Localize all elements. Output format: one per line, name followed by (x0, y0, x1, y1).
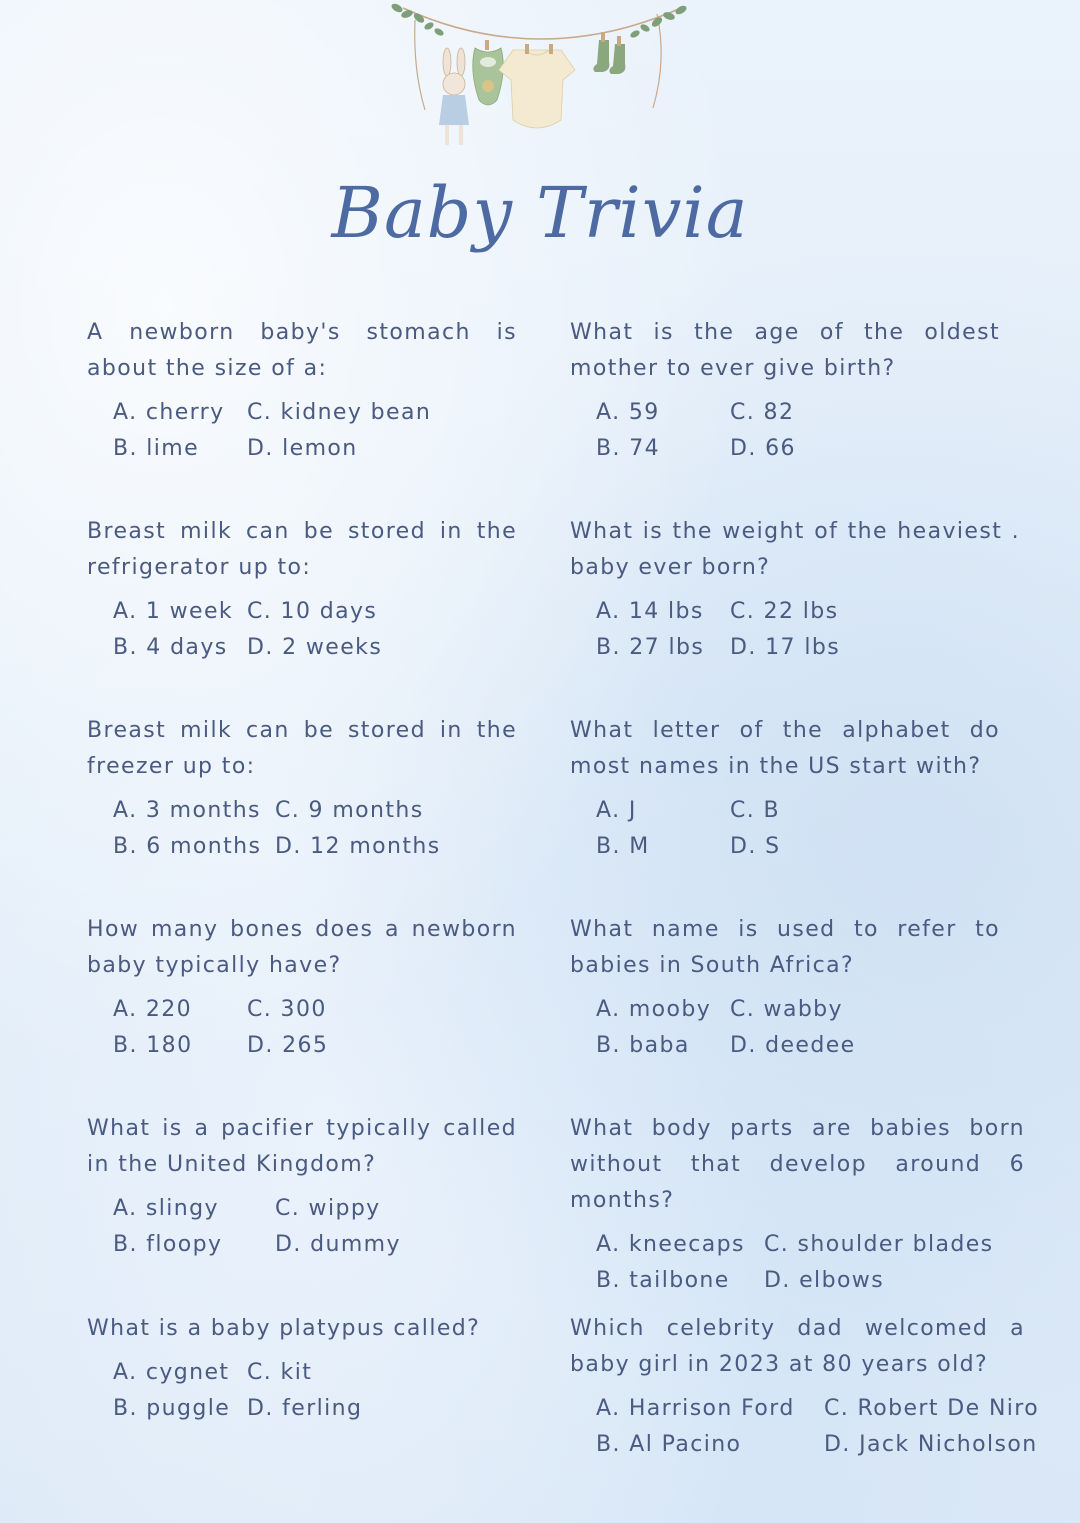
question-3 (87, 514, 517, 666)
choice-b: B. M (596, 834, 650, 859)
choice-d: D. 265 (247, 1033, 329, 1058)
choice-a: A. slingy (113, 1196, 219, 1221)
choice-b: B. 27 lbs (596, 635, 705, 660)
question-text: How many bones does a newborn baby typically have? (87, 917, 517, 978)
choice-c: C. kidney bean (247, 400, 432, 425)
question-11 (87, 1311, 517, 1427)
question-text: What is a baby platypus called? (87, 1316, 481, 1341)
choice-d: D. dummy (275, 1232, 401, 1257)
question-9 (87, 1111, 517, 1263)
choice-d: D. lemon (247, 436, 358, 461)
choice-a: A. cygnet (113, 1360, 230, 1385)
choice-a: A. mooby (596, 997, 712, 1022)
choice-d: D. elbows (764, 1268, 885, 1293)
question-text: What name is used to refer to babies in South Africa? (570, 917, 1000, 978)
question-text: What letter of the alphabet do most names in the US start with? (570, 718, 1000, 779)
choice-c: C. wabby (730, 997, 843, 1022)
choice-b: B. baba (596, 1033, 690, 1058)
question-2 (570, 315, 1000, 467)
choice-a: A. 1 week (113, 599, 234, 624)
choice-c: C. Robert De Niro (824, 1396, 1040, 1421)
choice-a: A. J (596, 798, 637, 823)
question-10 (570, 1111, 1025, 1299)
choice-a: A. 14 lbs (596, 599, 704, 624)
question-7 (87, 912, 517, 1064)
choice-c: C. 9 months (275, 798, 424, 823)
choice-c: C. 22 lbs (730, 599, 839, 624)
choice-a: A. 3 months (113, 798, 261, 823)
choice-d: D. 2 weeks (247, 635, 383, 660)
page-title: Baby Trivia (331, 172, 749, 254)
choice-c: C. wippy (275, 1196, 381, 1221)
choice-b: B. floopy (113, 1232, 223, 1257)
choice-c: C. shoulder blades (764, 1232, 994, 1257)
choice-c: C. B (730, 798, 781, 823)
question-4 (570, 514, 1020, 666)
question-text: What body parts are babies born without that develop around 6 months? (570, 1116, 1025, 1213)
question-text: What is the age of the oldest mother to ever give birth? (570, 320, 1000, 381)
clothesline-garland-illustration (385, 0, 695, 155)
choice-c: C. 300 (247, 997, 327, 1022)
question-text: What is the weight of the heaviest . baby ever born? (570, 519, 1020, 580)
choice-d: D. 17 lbs (730, 635, 841, 660)
choice-b: B. 6 months (113, 834, 262, 859)
choice-d: D. ferling (247, 1396, 363, 1421)
choice-b: B. tailbone (596, 1268, 730, 1293)
choice-a: A. kneecaps (596, 1232, 745, 1257)
choice-d: D. Jack Nicholson (824, 1432, 1038, 1457)
choice-b: B. Al Pacino (596, 1432, 742, 1457)
choice-a: A. 220 (113, 997, 193, 1022)
choice-b: B. 4 days (113, 635, 228, 660)
question-text: Breast milk can be stored in the refrigerator up to: (87, 519, 517, 580)
question-text: A newborn baby's stomach is about the size of a: (87, 320, 517, 381)
choice-a: A. 59 (596, 400, 660, 425)
question-6 (570, 713, 1000, 865)
choice-c: C. 82 (730, 400, 795, 425)
question-text: Which celebrity dad welcomed a baby girl in 2023 at 80 years old? (570, 1316, 1025, 1377)
choice-b: B. 180 (113, 1033, 193, 1058)
choice-d: D. 66 (730, 436, 796, 461)
choice-b: B. lime (113, 436, 200, 461)
question-text: What is a pacifier typically called in the United Kingdom? (87, 1116, 517, 1177)
choice-d: D. S (730, 834, 781, 859)
choice-a: A. cherry (113, 400, 225, 425)
question-1 (87, 315, 517, 467)
choice-b: B. 74 (596, 436, 661, 461)
question-5 (87, 713, 517, 865)
choice-b: B. puggle (113, 1396, 231, 1421)
choice-d: D. deedee (730, 1033, 856, 1058)
question-12 (570, 1311, 1040, 1463)
choice-d: D. 12 months (275, 834, 441, 859)
choice-c: C. 10 days (247, 599, 378, 624)
question-text: Breast milk can be stored in the freezer up to: (87, 718, 517, 779)
choice-c: C. kit (247, 1360, 313, 1385)
question-8 (570, 912, 1000, 1064)
choice-a: A. Harrison Ford (596, 1396, 795, 1421)
